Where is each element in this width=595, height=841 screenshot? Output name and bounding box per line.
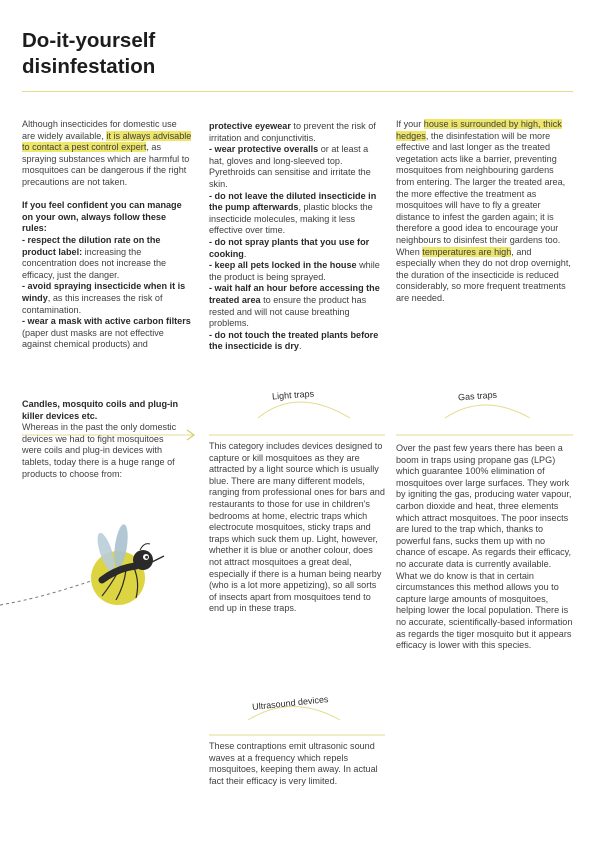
rule-overalls: - wear protective overalls or at least a hat, gloves and long-sleeved top. Pyrethroids can sensitise and irritate the skin. [209,144,371,189]
rule-pets: - keep all pets locked in the house while the product is being sprayed. [209,260,380,282]
rules-intro: If you feel confident you can manage on your own, always follow these rules: [22,200,182,234]
rule-dilution: - respect the dilution rate on the product label: increasing the concentration does not increase the efficacy, just the danger. [22,234,167,280]
rule-eyewear: protective eyewear to prevent the risk of irritation and conjunctivitis. [209,121,376,143]
hedges-paragraph: If your house is surrounded by high, thick hedges, the disinfestation will be more effective and last longer as the treated vegetation acts like a barrier, preventing mosquitoes from neighbouring gardens from entering. The larger the treated area, the more effective the treatment as mosquitoes will have to fly a greater distance to infest the garden again; it is therefore a good idea to encourage your neighbours to disinfest their gardens too. When temperatures are high, and especially when they do not drop overnight, the duration of the insecticide is reduced considerably, so more frequent treatments are needed. [396,119,571,303]
rule-plants: - do not spray plants that you use for cooking. [209,236,370,259]
mosquito-illustration [88,520,178,610]
rule-pump: - do not leave the diluted insecticide in the pump afterwards, plastic blocks the insecticide molecules, making it less effective over time. [209,190,377,236]
highlight-expert: it is always advisable to contact a pest control expert [22,130,192,153]
highlight-hedges: house is surrounded by high, thick hedges [396,119,562,141]
light-traps-label: Light traps [271,388,315,402]
highlight-temperatures: temperatures are high [422,246,512,257]
candles-heading: Candles, mosquito coils and plug-in killer devices etc. [22,399,179,421]
ultrasound-text: These contraptions emit ultrasonic sound waves at a frequency which repels mosquitoes, keeping them away. In actual fact their efficacy is very limited. [209,741,378,786]
gas-traps-text: Over the past few years there has been a boom in traps using propane gas (LPG) which guarantee 100% elimination of mosquitoes over large surfaces. They work by igniting the gas, producing water vapour, carbon dioxide and heat, three elements which attract mosquitoes. The poor insects are lured to the trap which, thanks to powerful fans, sucks them up with no chance of escape. As regards their efficacy, no accurate data is currently available. What we do know is that in certain circumstances this method allows you to capture large amounts of mosquitoes, helping lower the local population. There is no accurate, scientifically-based information as regards the tiger mosquito but it appears efficacy is lower with this species. [396,443,573,651]
intro-paragraph: Although insecticides for domestic use are widely available, it is always advisable to contact a pest control expert, as spraying substances which are harmful to mosquitoes can be dangerous if the right precautions are not taken. [22,119,192,187]
rule-mask: - wear a mask with active carbon filters (paper dust masks are not effective against chemical products) and [22,316,191,350]
light-traps-text: This category includes devices designed to capture or kill mosquitoes as they are attracted by a light source which is usually blue. There are many different models, ranging from professional ones for bars and restaurants to those for use in children's bedrooms at home, electric traps which electrocute mosquitoes, sticky traps and traps which suck them up. Light, however, whether it is blue or another colour, does not attract mosquitoes a great deal, especially if there is a human being nearby (who is a lot more appetizing), so all sorts of insects apart from mosquitoes tend to end up in these traps. [209,441,385,614]
gas-traps-label: Gas traps [457,389,498,403]
candles-text: Whereas in the past the only domestic devices we had to fight mosquitoes were coils and plug-in devices with tablets, today there is a huge range of products to choose from: [22,422,177,479]
rule-touch: - do not touch the treated plants before the insecticide is dry. [209,329,379,352]
page-title: Do-it-yourself disinfestation [22,29,156,78]
rule-wait: - wait half an hour before accessing the treated area to ensure the product has rested and will not cause breathing problems. [209,283,380,329]
ultrasound-devices-label: Ultrasound devices [251,694,329,712]
rule-wind: - avoid spraying insecticide when it is windy, as this increases the risk of contamination. [22,281,186,315]
